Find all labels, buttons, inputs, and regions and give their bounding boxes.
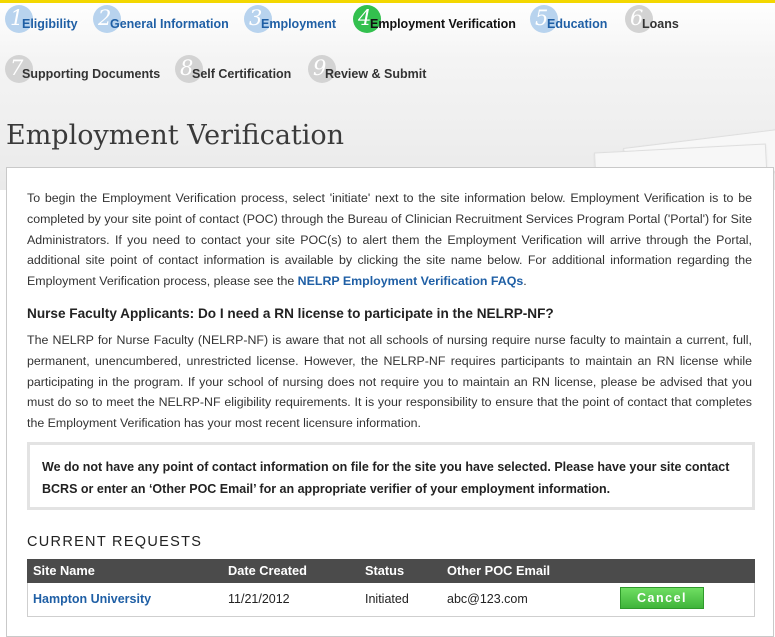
table-header [27,559,755,583]
step-label: Education [547,17,608,31]
intro-text: To begin the Employment Verification process, select 'initiate' next to the site information below. Employment Verification is to be completed by your site point of contact (POC) through the Bureau of Clinician Recruitment Services Program Portal ('Portal') for Site Administrators. If you need to contact your site POC(s) to alert them the Employment Verification will arrive through the Portal, additional site point of contact information is available by clicking the site name below. For additional information regarding the Employment Verification process, please see the [27,191,752,289]
status-cell: Initiated [365,592,409,606]
step-label: Eligibility [22,17,78,31]
site-name-link[interactable]: Hampton University [33,592,152,606]
intro-paragraph [27,188,752,292]
step-number: 9 [308,55,336,83]
other-poc-email-cell: abc@123.com [447,592,528,606]
step-number: 6 [625,5,653,33]
intro-end: . [523,274,527,289]
date-created-cell: 11/21/2012 [228,592,290,606]
table-row [27,583,755,617]
step-label: Self Certification [192,67,292,81]
page-title: Employment Verification [6,120,345,151]
column-other-poc-email: Other POC Email [447,563,551,578]
cancel-button[interactable]: Cancel [620,587,704,609]
faculty-heading: Nurse Faculty Applicants: Do I need a RN license to participate in the NELRP-NF? [27,306,554,321]
current-requests-heading: CURRENT REQUESTS [27,534,203,550]
step-number: 4 [353,5,381,33]
requests-table [27,559,755,617]
content-panel [6,167,774,637]
column-site-name: Site Name [33,563,95,578]
step-label: General Information [110,17,229,31]
column-status: Status [365,563,405,578]
step-number: 3 [244,5,272,33]
step-number: 8 [175,55,203,83]
step-label: Supporting Documents [22,67,161,81]
step-label: Loans [642,17,679,31]
step-number: 7 [5,55,33,83]
column-date-created: Date Created [228,563,307,578]
step-label: Employment Verification [370,17,516,31]
no-poc-notice: We do not have any point of contact information on file for the site you have selected. Please have your site contact BCRS or enter an ‘Other POC Email’ for an appropriate verifier of your employment information. [27,442,755,510]
faq-link[interactable]: NELRP Employment Verification FAQs [297,274,524,289]
faculty-paragraph: The NELRP for Nurse Faculty (NELRP-NF) is aware that not all schools of nursing require nurse faculty to maintain a current, full, permanent, unencumbered, unrestricted license. However, the NELRP-NF requires participants to maintain an RN license while participating in the program. If your school of nursing does not require you to maintain an RN license, please be advised that you must do so to meet the NELRP-NF eligibility requirements. It is your responsibility to ensure that the point of contact that completes the Employment Verification has your most recent licensure information. [27,333,752,431]
step-label: Employment [261,17,337,31]
step-number: 5 [530,5,558,33]
step-label: Review & Submit [325,67,427,81]
step-number: 2 [93,5,121,33]
step-number: 1 [5,5,33,33]
top-accent-line [0,0,775,3]
